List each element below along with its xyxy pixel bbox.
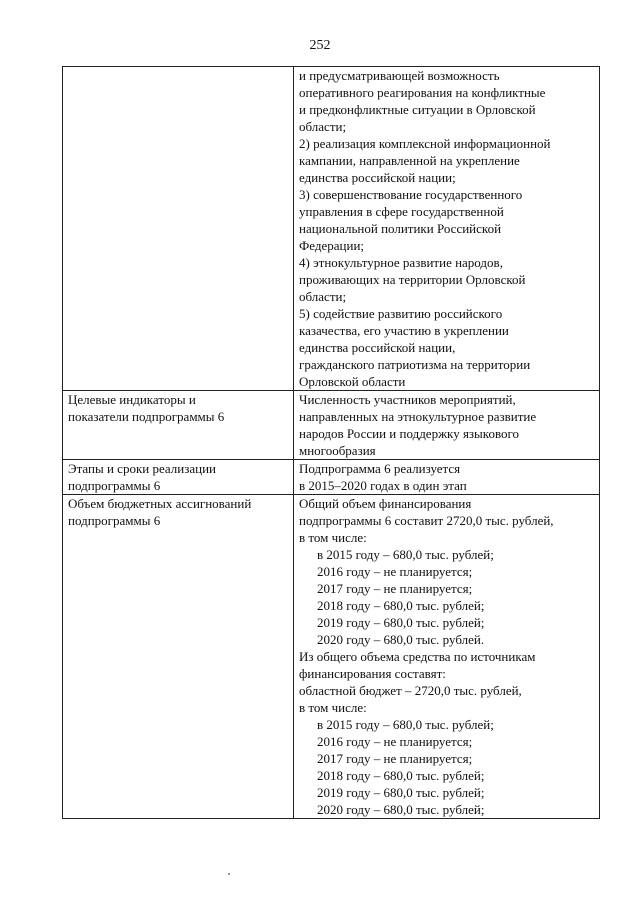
label-line: Этапы и сроки реализации — [68, 461, 216, 476]
table-row — [63, 495, 600, 819]
content-line: 2020 году – 680,0 тыс. рублей; — [317, 802, 485, 817]
row-label-cell — [63, 67, 294, 391]
content-line: и предконфликтные ситуации в Орловской — [299, 102, 536, 117]
content-line: направленных на этнокультурное развитие — [299, 409, 537, 424]
content-line: 2018 году – 680,0 тыс. рублей; — [317, 598, 485, 613]
table-body — [63, 67, 600, 819]
content-line: 2019 году – 680,0 тыс. рублей; — [317, 785, 485, 800]
content-line: единства российской нации; — [299, 170, 456, 185]
content-line: 2018 году – 680,0 тыс. рублей; — [317, 768, 485, 783]
content-line: в 2015 году – 680,0 тыс. рублей; — [317, 717, 494, 732]
content-line: управления в сфере государственной — [299, 204, 504, 219]
content-line: 3) совершенствование государственного — [299, 187, 523, 202]
content-line: 2016 году – не планируется; — [317, 564, 473, 579]
row-content-cell — [294, 67, 600, 391]
content-line: Общий объем финансирования — [299, 496, 472, 511]
content-line: в 2015–2020 годах в один этап — [299, 478, 467, 493]
content-line: 4) этнокультурное развитие народов, — [299, 255, 503, 270]
content-line: 2019 году – 680,0 тыс. рублей; — [317, 615, 485, 630]
content-line: Федерации; — [299, 238, 365, 253]
content-line: 2017 году – не планируется; — [317, 581, 473, 596]
content-line: многообразия — [299, 443, 376, 458]
content-line: 5) содействие развитию российского — [299, 306, 503, 321]
row-label-cell — [63, 391, 294, 460]
row-content-cell — [294, 495, 600, 819]
content-line: кампании, направленной на укрепление — [299, 153, 520, 168]
label-line: подпрограммы 6 — [68, 513, 161, 528]
content-line: народов России и поддержку языкового — [299, 426, 520, 441]
content-line: финансирования составят: — [299, 666, 446, 681]
content-line: оперативного реагирования на конфликтные — [299, 85, 546, 100]
content-line: и предусматривающей возможность — [299, 68, 500, 83]
content-line: областной бюджет – 2720,0 тыс. рублей, — [299, 683, 522, 698]
content-line: 2020 году – 680,0 тыс. рублей. — [317, 632, 485, 647]
content-line: в 2015 году – 680,0 тыс. рублей; — [317, 547, 494, 562]
content-line: 2) реализация комплексной информационной — [299, 136, 551, 151]
content-line: Орловской области — [299, 374, 406, 389]
content-line: области; — [299, 289, 347, 304]
content-line: единства российской нации, — [299, 340, 456, 355]
content-line: Подпрограмма 6 реализуется — [299, 461, 461, 476]
content-line: казачества, его участию в укреплении — [299, 323, 509, 338]
content-line: в том числе: — [299, 700, 367, 715]
scan-speck — [228, 873, 230, 875]
label-line: Объем бюджетных ассигнований — [68, 496, 252, 511]
row-label-cell — [63, 495, 294, 819]
content-line: гражданского патриотизма на территории — [299, 357, 531, 372]
content-line: проживающих на территории Орловской — [299, 272, 526, 287]
content-line: Из общего объема средства по источникам — [299, 649, 536, 664]
label-line: Целевые индикаторы и — [68, 392, 196, 407]
page-number: 252 — [309, 38, 331, 53]
content-line: подпрограммы 6 составит 2720,0 тыс. рублей, — [299, 513, 554, 528]
row-label-cell — [63, 460, 294, 495]
content-line: области; — [299, 119, 347, 134]
row-content-cell — [294, 460, 600, 495]
label-line: показатели подпрограммы 6 — [68, 409, 225, 424]
table-row — [63, 67, 600, 391]
content-line: Численность участников мероприятий, — [299, 392, 516, 407]
content-line: 2016 году – не планируется; — [317, 734, 473, 749]
content-line: 2017 году – не планируется; — [317, 751, 473, 766]
content-line: в том числе: — [299, 530, 367, 545]
content-line: национальной политики Российской — [299, 221, 502, 236]
row-content-cell — [294, 391, 600, 460]
table-row — [63, 460, 600, 495]
subprogram-passport-table — [62, 66, 600, 819]
table-row — [63, 391, 600, 460]
label-line: подпрограммы 6 — [68, 478, 161, 493]
